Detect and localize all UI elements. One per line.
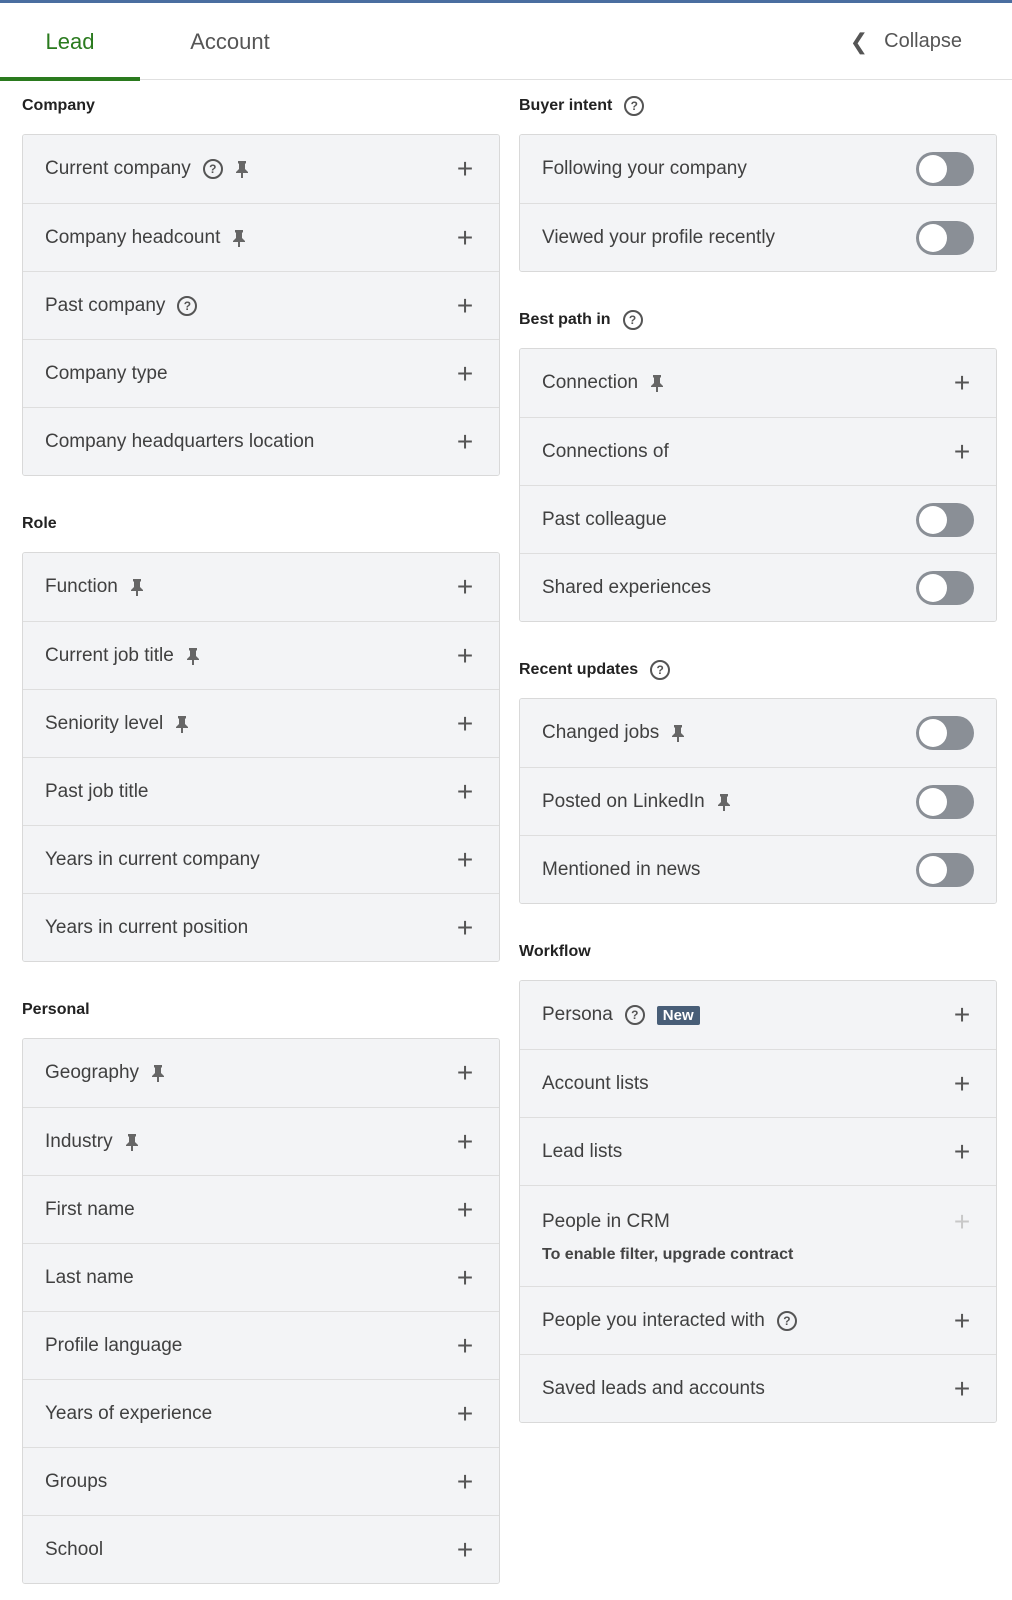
- filter-label: Viewed your profile recently: [542, 226, 776, 248]
- filter-changed-jobs[interactable]: [520, 699, 996, 767]
- filter-label: Connection: [542, 372, 639, 393]
- filter-geography[interactable]: [23, 1039, 499, 1107]
- plus-icon[interactable]: +: [953, 1372, 971, 1404]
- filter-label: Past colleague: [542, 508, 667, 530]
- filter-label: Profile language: [45, 1334, 183, 1356]
- pin-icon[interactable]: [151, 1064, 165, 1082]
- filter-label: Following your company: [542, 158, 747, 179]
- toggle-switch[interactable]: [916, 785, 974, 819]
- plus-icon[interactable]: +: [456, 1125, 474, 1157]
- plus-icon[interactable]: +: [953, 999, 971, 1030]
- tab-header: [0, 3, 1012, 80]
- best-path-filters: [519, 348, 997, 622]
- filter-label: Years of experience: [45, 1402, 213, 1424]
- plus-icon[interactable]: +: [456, 707, 474, 739]
- plus-icon[interactable]: +: [456, 425, 474, 457]
- plus-icon[interactable]: +: [953, 1067, 971, 1099]
- filter-label: People in CRM: [542, 1211, 670, 1232]
- section-title-buyer-intent: Buyer intent ?: [519, 92, 997, 120]
- filter-profile-language[interactable]: [23, 1311, 499, 1379]
- filter-seniority-level[interactable]: [23, 689, 499, 757]
- filter-people-in-crm: [520, 1185, 996, 1286]
- plus-icon[interactable]: +: [953, 435, 971, 467]
- filter-viewed-your-profile-recently[interactable]: [520, 203, 996, 271]
- filter-label: School: [45, 1538, 104, 1560]
- toggle-switch[interactable]: [916, 221, 974, 255]
- filter-following-your-company[interactable]: [520, 135, 996, 203]
- question-circle-icon[interactable]: ?: [777, 1311, 797, 1331]
- filter-label: Last name: [45, 1266, 134, 1288]
- plus-icon[interactable]: +: [456, 153, 474, 184]
- section-title-recent-updates: Recent updates ?: [519, 656, 997, 684]
- plus-icon[interactable]: +: [456, 1465, 474, 1497]
- section-title-company: Company: [22, 97, 95, 114]
- filter-label: Saved leads and accounts: [542, 1377, 765, 1399]
- plus-icon[interactable]: +: [456, 221, 474, 253]
- plus-icon[interactable]: +: [456, 357, 474, 389]
- filter-connections-of[interactable]: [520, 417, 996, 485]
- filter-label: Industry: [45, 1130, 113, 1152]
- recent-updates-filters: [519, 698, 997, 904]
- section-title-role: Role: [22, 515, 57, 532]
- filter-people-you-interacted-with[interactable]: [520, 1286, 996, 1354]
- filter-last-name[interactable]: [23, 1243, 499, 1311]
- filter-mentioned-in-news[interactable]: [520, 835, 996, 903]
- plus-icon[interactable]: +: [456, 1057, 474, 1088]
- filter-saved-leads-and-accounts[interactable]: [520, 1354, 996, 1422]
- plus-icon[interactable]: +: [953, 367, 971, 398]
- filter-label: Geography: [45, 1062, 140, 1083]
- filter-years-of-experience[interactable]: [23, 1379, 499, 1447]
- plus-icon: +: [953, 1206, 971, 1237]
- filter-first-name[interactable]: [23, 1175, 499, 1243]
- toggle-switch[interactable]: [916, 716, 974, 750]
- pin-icon[interactable]: [235, 160, 249, 178]
- section-title-best-path-in: Best path in ?: [519, 306, 997, 334]
- filter-current-job-title[interactable]: [23, 621, 499, 689]
- pin-icon[interactable]: [650, 374, 664, 392]
- filter-label: First name: [45, 1198, 135, 1220]
- filter-label: Company type: [45, 362, 168, 384]
- collapse-label: Collapse: [884, 30, 962, 52]
- filter-past-job-title[interactable]: [23, 757, 499, 825]
- filter-label: Posted on LinkedIn: [542, 790, 705, 812]
- filter-label: People you interacted with: [542, 1309, 765, 1331]
- filter-past-company[interactable]: [23, 271, 499, 339]
- plus-icon[interactable]: +: [456, 1533, 474, 1565]
- role-filters: [22, 552, 500, 962]
- filter-shared-experiences[interactable]: [520, 553, 996, 621]
- filter-industry[interactable]: [23, 1107, 499, 1175]
- pin-icon[interactable]: [671, 724, 685, 742]
- plus-icon[interactable]: +: [456, 775, 474, 807]
- upgrade-note: To enable filter, upgrade contract: [542, 1246, 794, 1263]
- question-circle-icon[interactable]: ?: [203, 159, 223, 179]
- filter-account-lists[interactable]: [520, 1049, 996, 1117]
- plus-icon[interactable]: +: [456, 571, 474, 602]
- company-filters: [22, 134, 500, 476]
- section-title-personal: Personal: [22, 1001, 90, 1018]
- plus-icon[interactable]: +: [456, 911, 474, 943]
- pin-icon[interactable]: [186, 647, 200, 665]
- filter-label: Current job title: [45, 644, 174, 666]
- filter-posted-on-linkedin[interactable]: [520, 767, 996, 835]
- plus-icon[interactable]: +: [456, 1397, 474, 1429]
- pin-icon[interactable]: [232, 229, 246, 247]
- filter-label: Current company: [45, 158, 191, 179]
- toggle-switch[interactable]: [916, 853, 974, 887]
- filter-function[interactable]: [23, 553, 499, 621]
- new-badge: New: [657, 1006, 700, 1025]
- filter-school[interactable]: [23, 1515, 499, 1583]
- filter-label: Account lists: [542, 1072, 649, 1094]
- filter-years-in-current-company[interactable]: [23, 825, 499, 893]
- filter-company-headcount[interactable]: [23, 203, 499, 271]
- plus-icon[interactable]: +: [953, 1304, 971, 1336]
- pin-icon[interactable]: [175, 715, 189, 733]
- buyer-intent-filters: [519, 134, 997, 272]
- plus-icon[interactable]: +: [456, 289, 474, 321]
- question-circle-icon[interactable]: ?: [650, 660, 670, 680]
- left-column: [22, 80, 500, 1584]
- filter-label: Groups: [45, 1470, 108, 1492]
- plus-icon[interactable]: +: [953, 1135, 971, 1167]
- filter-label: Mentioned in news: [542, 858, 701, 880]
- filter-past-colleague[interactable]: [520, 485, 996, 553]
- filter-years-in-current-position[interactable]: [23, 893, 499, 961]
- filter-company-type[interactable]: [23, 339, 499, 407]
- filter-label: Shared experiences: [542, 576, 711, 598]
- filter-label: Company headquarters location: [45, 430, 315, 452]
- filter-label: Seniority level: [45, 712, 164, 734]
- pin-icon[interactable]: [130, 578, 144, 596]
- plus-icon[interactable]: +: [456, 639, 474, 671]
- question-circle-icon[interactable]: ?: [624, 96, 644, 116]
- filter-label: Changed jobs: [542, 722, 660, 743]
- pin-icon[interactable]: [717, 793, 731, 811]
- plus-icon[interactable]: +: [456, 1261, 474, 1293]
- pin-icon[interactable]: [125, 1133, 139, 1151]
- filter-label: Connections of: [542, 440, 669, 462]
- filter-current-company[interactable]: [23, 135, 499, 203]
- filter-label: Past company: [45, 294, 166, 316]
- plus-icon[interactable]: +: [456, 1329, 474, 1361]
- plus-icon[interactable]: +: [456, 843, 474, 875]
- filter-label: Company headcount: [45, 226, 221, 248]
- plus-icon[interactable]: +: [456, 1193, 474, 1225]
- filter-label: Years in current company: [45, 848, 260, 870]
- right-column: [519, 80, 997, 1423]
- filter-label: Function: [45, 576, 118, 597]
- chevron-left-icon: ❮: [849, 28, 869, 54]
- section-title-workflow: Workflow: [519, 943, 591, 960]
- toggle-switch[interactable]: [916, 571, 974, 605]
- toggle-switch[interactable]: [916, 152, 974, 186]
- tab-lead[interactable]: Lead: [0, 3, 140, 80]
- question-circle-icon[interactable]: ?: [177, 296, 197, 316]
- filter-label: Years in current position: [45, 916, 249, 938]
- workflow-filters: [519, 980, 997, 1423]
- filter-persona[interactable]: [520, 981, 996, 1049]
- question-circle-icon[interactable]: ?: [625, 1005, 645, 1025]
- filter-label: Lead lists: [542, 1140, 623, 1162]
- filter-company-headquarters-location[interactable]: [23, 407, 499, 475]
- filter-label: Persona: [542, 1004, 613, 1025]
- filter-connection[interactable]: [520, 349, 996, 417]
- tab-account[interactable]: Account: [190, 28, 270, 54]
- toggle-switch[interactable]: [916, 503, 974, 537]
- question-circle-icon[interactable]: ?: [623, 310, 643, 330]
- filter-lead-lists[interactable]: [520, 1117, 996, 1185]
- filter-groups[interactable]: [23, 1447, 499, 1515]
- personal-filters: [22, 1038, 500, 1584]
- filter-label: Past job title: [45, 780, 149, 802]
- collapse-button[interactable]: [850, 3, 962, 80]
